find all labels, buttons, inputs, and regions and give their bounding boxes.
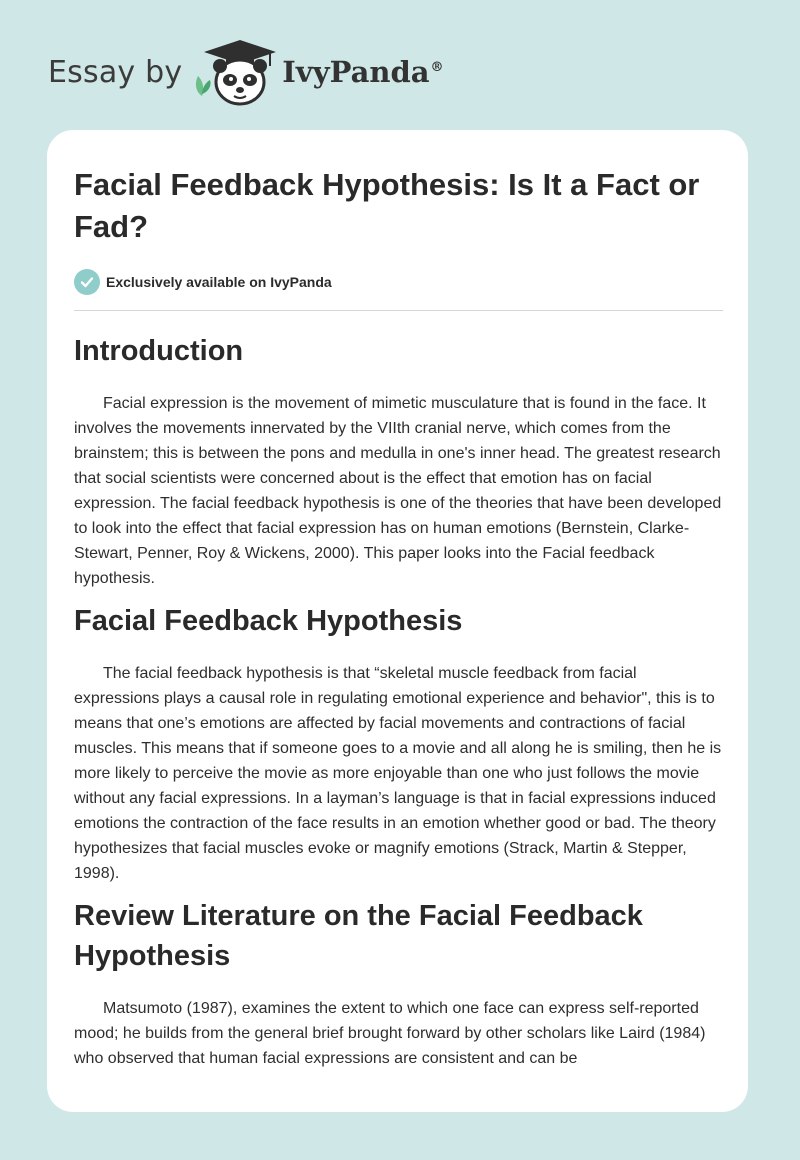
panda-logo-icon[interactable] bbox=[190, 36, 290, 108]
badge-text: Exclusively available on IvyPanda bbox=[106, 274, 332, 290]
section-heading-review-literature: Review Literature on the Facial Feedback Hypothesis bbox=[74, 900, 643, 972]
article-card bbox=[47, 130, 748, 1112]
exclusive-badge bbox=[74, 268, 722, 296]
site-header bbox=[48, 36, 444, 108]
brand-prefix: Essay by bbox=[48, 54, 183, 90]
section-heading-facial-feedback-hypothesis: Facial Feedback Hypothesis bbox=[74, 605, 463, 637]
registered-mark: ® bbox=[430, 60, 444, 76]
checkmark-icon bbox=[74, 269, 100, 295]
section-paragraph-introduction: Facial expression is the movement of mimetic musculature that is found in the face. It involves the movements innervated by the VIIth cranial nerve, which comes from the brainstem; this is between the pons and medulla in one's inner head. The greatest research that social scientists were concerned about is the effect that emotion has on facial expression. The facial feedback hypothesis is one of the theories that have been developed to look into the effect that facial expression has on human emotions (Bernstein, Clarke-Stewart, Penner, Roy & Wickens, 2000). This paper looks into the Facial feedback hypothesis. bbox=[74, 395, 722, 587]
section-paragraph-review-literature: Matsumoto (1987), examines the extent to which one face can express self-reported mood; he builds from the general brief brought forward by other scholars like Laird (1984) who observed that human facial expressions are consistent and can be bbox=[74, 1000, 706, 1067]
divider bbox=[74, 310, 723, 311]
article-title: Facial Feedback Hypothesis: Is It a Fact or Fad? bbox=[74, 167, 700, 244]
section-paragraph-facial-feedback-hypothesis: The facial feedback hypothesis is that “skeletal muscle feedback from facial expressions plays a causal role in regulating emotional experience and behavior", this is to means that one’s emotions are affected by facial movements and contractions of facial muscles. This means that if someone goes to a movie and all along he is smiling, then he is more likely to perceive the movie as more enjoyable than one who just follows the movie without any facial expressions. In a layman’s language is that in facial expressions induced emotions the contraction of the face results in an emotion whether good or bad. The theory hypothesizes that facial muscles evoke or magnify emotions (Strack, Martin & Stepper, 1998). bbox=[74, 665, 722, 882]
brand-name[interactable]: IvyPanda® bbox=[282, 55, 444, 89]
section-heading-introduction: Introduction bbox=[74, 335, 244, 367]
